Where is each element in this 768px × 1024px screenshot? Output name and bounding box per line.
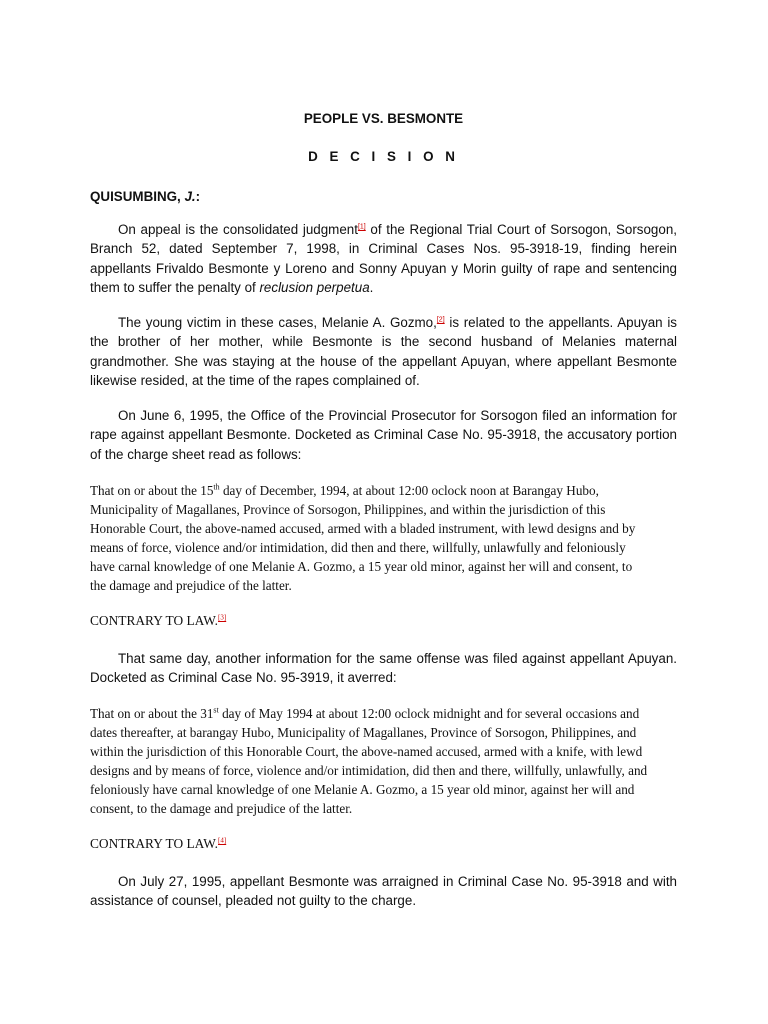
footnote-link-3[interactable]: [3] — [218, 613, 227, 622]
footnote-link-1[interactable]: [1] — [357, 223, 366, 231]
footnote-link-2[interactable]: [2] — [436, 316, 445, 324]
case-title: PEOPLE VS. BESMONTE — [303, 111, 464, 126]
quoted-information-2: That on or about the 31st day of May 1994 at about 12:00 oclock midnight and for several occasions and dates thereafter, at barangay Hubo, Municipality of Magallanes, Province of Sorsogon, Philippines, and within the jurisdiction of this Honorable Court, the above-named accused, armed with a knife, with lewd designs and by means of force, violence and/or intimidation, did then and there, willfully, unlawfully, and feloniously have carnal knowledge of one Melanie A. Gozmo, a 15 year old minor, against her will and consent, to the damage and prejudice of the latter. — [90, 705, 648, 816]
quoted-information-1: That on or about the 15th day of December, 1994, at about 12:00 oclock noon at Barangay Hubo, Municipality of Magallanes, Province of Sorsogon, Philippines, and within the jurisdiction of this Honorable Court, the above-named accused, armed with a bladed instrument, with lewd designs and by means of force, violence and/or intimidation, did then and there, willfully, unlawfully and feloniously have carnal knowledge of one Melanie A. Gozmo, a 15 year old minor, against her will and consent, to the damage and prejudice of the latter. — [90, 482, 636, 593]
ponente-colon: : — [195, 189, 201, 204]
paragraph-1: On appeal is the consolidated judgment[1] of the Regional Trial Court of Sorsogon, Sorsogon, Branch 52, dated September 7, 1998, in Criminal Cases Nos. 95-3918-19, finding herein appellants Frivaldo Besmonte y Loreno and Sonny Apuyan y Morin guilty of rape and sentencing them to suffer the penalty of reclusion perpetua. — [90, 222, 677, 295]
paragraph-3: On June 6, 1995, the Office of the Provincial Prosecutor for Sorsogon filed an information for rape against appellant Besmonte. Docketed as Criminal Case No. 95-3918, the accusatory portion of the charge sheet read as follows: — [90, 408, 677, 462]
paragraph-5: On July 27, 1995, appellant Besmonte was arraigned in Criminal Case No. 95-3918 and with assistance of counsel, pleaded not guilty to the charge. — [90, 874, 677, 909]
ponente — [90, 189, 200, 204]
ponente-name: QUISUMBING, — [90, 189, 185, 204]
ponente-title: J. — [184, 189, 196, 204]
paragraph-4: That same day, another information for the same offense was filed against appellant Apuyan. Docketed as Criminal Case No. 95-3919, it averred: — [90, 651, 677, 686]
contrary-to-law-1: CONTRARY TO LAW.[3] — [90, 613, 227, 628]
paragraph-2: The young victim in these cases, Melanie A. Gozmo,[2] is related to the appellants. Apuyan is the brother of her mother, while Besmonte is the second husband of Melanies maternal grandmother. She was staying at the house of the appellant Apuyan, where appellant Besmonte likewise resided, at the time of the rapes complained of. — [90, 315, 677, 388]
contrary-to-law-2: CONTRARY TO LAW.[4] — [90, 836, 227, 851]
footnote-link-4[interactable]: [4] — [218, 836, 227, 845]
decision-heading: D E C I S I O N — [308, 149, 459, 164]
